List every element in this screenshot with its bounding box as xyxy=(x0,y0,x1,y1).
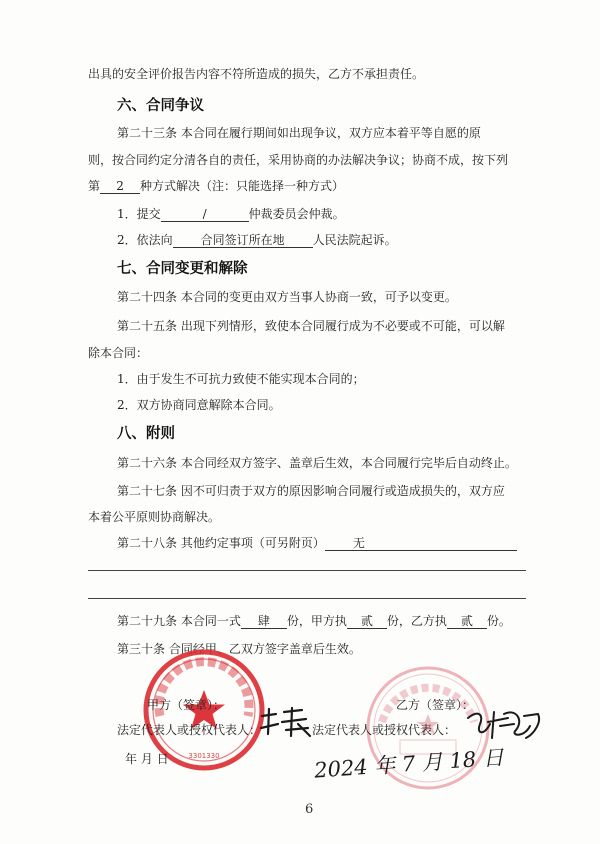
art26: 第二十六条 本合同经双方签字、盖章后生效，本合同履行完毕后自动终止。 xyxy=(117,456,517,470)
art25-item1: 1．由于发生不可抗力致使不能实现本合同的； xyxy=(117,372,365,386)
party-a-rep-label: 法定代表人或授权代表人： xyxy=(117,723,262,737)
art29-party-a-copies: 贰 xyxy=(347,614,387,629)
art28-fill: 无 xyxy=(325,536,517,551)
party-b-label: 乙方（签章）： xyxy=(396,698,475,712)
blank-line-2 xyxy=(88,598,526,599)
art23-line2: 则，按合同约定分清各自的责任，采用协商的办法解决争议；协商不成，按下列 xyxy=(88,153,509,167)
page-number: 6 xyxy=(305,802,314,817)
art25-item2: 2．双方协商同意解除本合同。 xyxy=(117,398,281,412)
party-a-date: 年 月 日 xyxy=(125,752,169,766)
blank-line-1 xyxy=(88,570,526,571)
art27-line2: 本着公平原则协商解决。 xyxy=(88,510,221,524)
party-b-rep-label: 法定代表人或授权代表人： xyxy=(312,723,457,737)
party-a-signature xyxy=(258,706,314,738)
art23-line1: 第二十三条 本合同在履行期间如出现争议，双方应本着平等自愿的原 xyxy=(117,126,481,140)
art25-line2: 除本合同： xyxy=(88,346,149,360)
art24: 第二十四条 本合同的变更由双方当事人协商一致，可予以变更。 xyxy=(117,290,457,304)
art28: 第二十八条 其他约定事项（可另附页） 无 xyxy=(117,535,517,551)
svg-text:3301330: 3301330 xyxy=(188,752,220,760)
art29-total: 肆 xyxy=(241,614,287,629)
handwritten-date: 2024 年 7 月 18 日 xyxy=(313,745,505,783)
art30: 第三十条 合同经甲、乙双方签字盖章后生效。 xyxy=(117,642,361,656)
art23-line3: 第 2 种方式解决（注：只能选择一种方式） xyxy=(88,179,345,193)
option-2-fill: 合同签订所在地 xyxy=(173,233,313,248)
party-b-signature xyxy=(464,704,544,744)
top-line: 出具的安全评价报告内容不符所造成的损失，乙方不承担责任。 xyxy=(88,67,425,81)
art29-party-b-copies: 贰 xyxy=(447,614,487,629)
art29: 第二十九条 本合同一式 肆 份，甲方执 贰 份，乙方执 贰 份。 xyxy=(117,614,511,628)
section-7-title: 七、合同变更和解除 xyxy=(117,261,248,277)
party-a-label: 甲方（签章）： xyxy=(147,698,226,712)
option-1: 1．提交 / 仲裁委员会仲裁。 xyxy=(117,207,345,221)
option-1-fill: / xyxy=(161,207,249,222)
art23-method-number: 2 xyxy=(100,179,140,194)
section-8-title: 八、附则 xyxy=(117,426,175,442)
section-6-title: 六、合同争议 xyxy=(117,98,204,114)
art27-line1: 第二十七条 因不可归责于双方的原因影响合同履行或造成损失的，双方应 xyxy=(117,484,505,498)
option-2: 2．依法向 合同签订所在地 人民法院起诉。 xyxy=(117,233,397,247)
art25-line1: 第二十五条 出现下列情形，致使本合同履行成为不必要或不可能，可以解 xyxy=(117,319,505,333)
